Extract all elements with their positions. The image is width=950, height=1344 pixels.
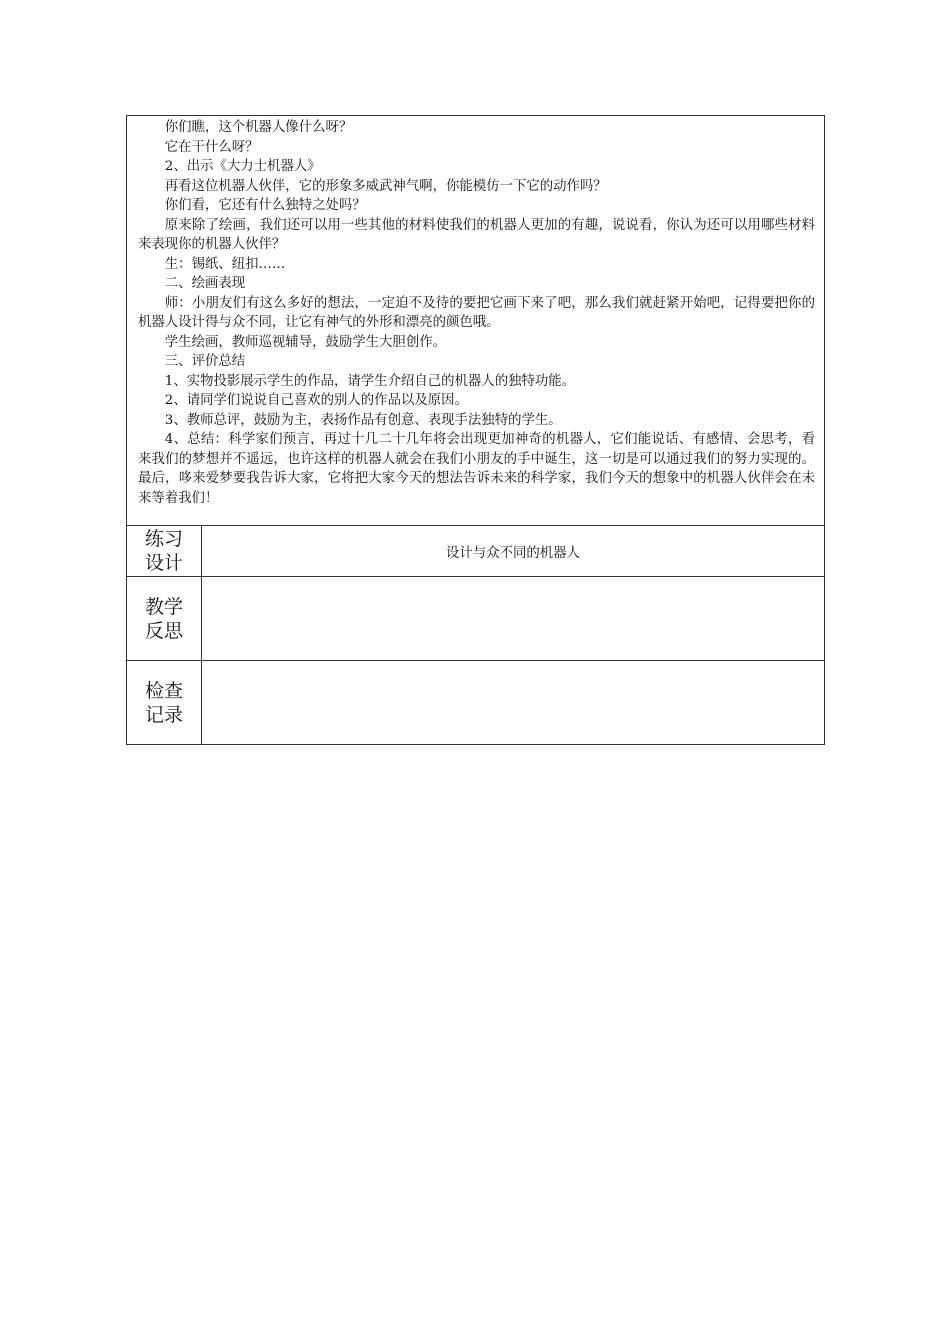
lesson-paragraph: 3、教师总评，鼓励为主，表扬作品有创意、表现手法独特的学生。	[164, 412, 562, 428]
lesson-paragraph: 1、实物投影展示学生的作品，请学生介绍自己的机器人的独特功能。	[164, 373, 576, 389]
lesson-paragraph: 生：锡纸、纽扣……	[164, 256, 286, 272]
lesson-paragraph: 原来除了绘画，我们还可以用一些其他的材料使我们的机器人更加的有趣，说说看，你认为还可以用哪些材料来表现你的机器人伙伴？	[138, 217, 815, 252]
check-label-line2: 记录	[144, 703, 183, 726]
lesson-paragraph: 学生绘画，教师巡视辅导，鼓励学生大胆创作。	[164, 334, 446, 350]
practice-label	[127, 526, 202, 577]
reflection-row	[127, 577, 825, 661]
lesson-paragraph: 它在干什么呀？	[164, 139, 259, 155]
check-row	[127, 661, 825, 745]
check-content	[202, 661, 825, 745]
lesson-body-cell	[127, 116, 825, 526]
section-heading: 二、绘画表现	[164, 276, 246, 291]
section-heading: 三、评价总结	[164, 354, 246, 369]
practice-content: 设计与众不同的机器人	[202, 526, 825, 577]
practice-label-line2: 设计	[144, 552, 183, 574]
lesson-paragraph: 再看这位机器人伙伴，它的形象多威武神气啊，你能模仿一下它的动作吗？	[164, 178, 607, 194]
reflection-content	[202, 577, 825, 661]
practice-row	[127, 526, 825, 577]
practice-label-line1: 练习	[144, 528, 183, 550]
lesson-body-row	[127, 116, 825, 526]
lesson-plan-table	[126, 115, 825, 745]
lesson-paragraph: 你们瞧，这个机器人像什么呀？	[164, 120, 353, 135]
reflection-label	[127, 577, 202, 661]
lesson-paragraph: 4、总结：科学家们预言，再过十几二十几年将会出现更加神奇的机器人，它们能说话、有感情、会思考，看来我们的梦想并不遥远，也许这样的机器人就会在我们小朋友的手中诞生，这一切是可以通过我们的努力实现的。最后，哆来爱梦要我告诉大家，它将把大家今天的想法告诉未来的科学家，我们今天的想象中的机器人伙伴会在未来等着我们！	[138, 432, 815, 506]
reflection-label-line1: 教学	[144, 595, 183, 618]
lesson-paragraph: 2、请同学们说说自己喜欢的别人的作品以及原因。	[164, 393, 468, 408]
check-label-line1: 检查	[144, 679, 183, 702]
lesson-paragraph: 你们看，它还有什么独特之处吗？	[164, 198, 366, 213]
lesson-paragraph: 师：小朋友们有这么多好的想法，一定迫不及待的要把它画下来了吧，那么我们就赶紧开始吧，记得要把你的机器人设计得与众不同，让它有神气的外形和漂亮的颜色哦。	[138, 295, 815, 330]
lesson-paragraph: 2、出示《大力士机器人》	[164, 159, 321, 174]
check-label	[127, 661, 202, 745]
lesson-body-text	[127, 116, 824, 508]
reflection-label-line2: 反思	[144, 619, 183, 642]
